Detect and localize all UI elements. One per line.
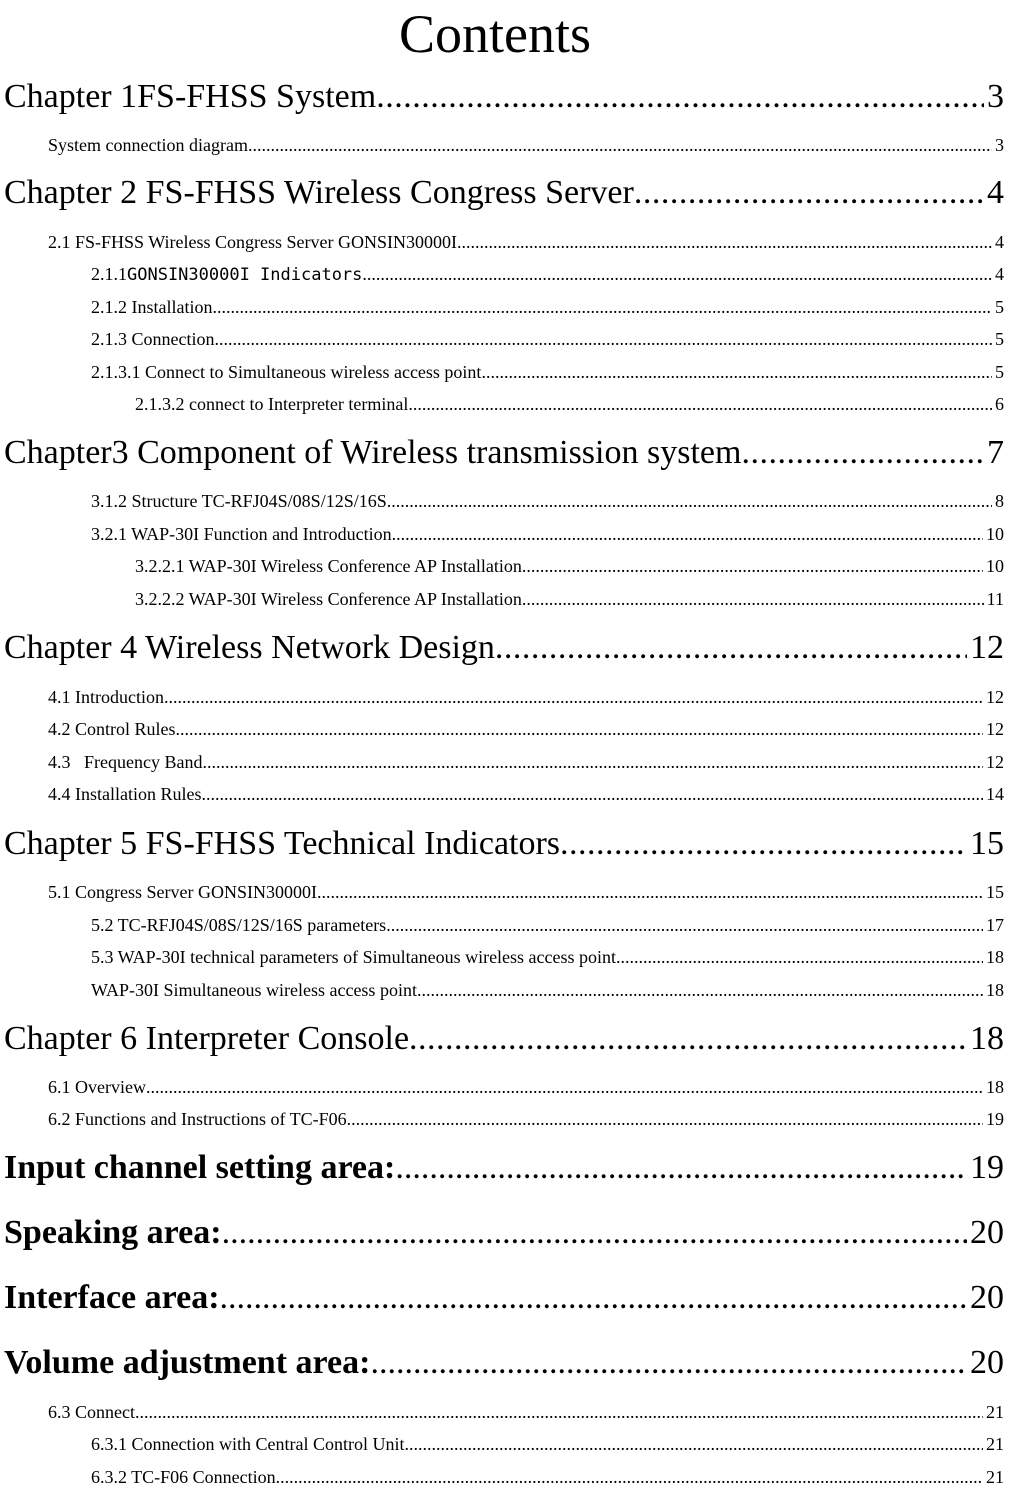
toc-page-number: 17 (986, 915, 1004, 935)
toc-entry[interactable] (91, 362, 1004, 383)
toc-heading-volume-adjustment[interactable] (4, 1344, 1004, 1382)
toc-leader-dots (481, 362, 992, 383)
toc-page-number: 14 (986, 784, 1004, 804)
toc-entry[interactable] (48, 232, 1004, 253)
toc-page-number: 19 (970, 1149, 1004, 1186)
toc-chapter-6[interactable] (4, 1020, 1004, 1058)
toc-entry-text: 6.3 Connect (48, 1402, 135, 1422)
toc-leader-dots (220, 1279, 967, 1317)
toc-entry-text (91, 264, 362, 285)
toc-entry-text: 4.2 Control Rules (48, 719, 176, 739)
toc-entry-text: 5.2 TC-RFJ04S/08S/12S/16S parameters (91, 915, 387, 935)
toc-leader-dots (202, 752, 983, 773)
toc-chapter-5[interactable] (4, 825, 1004, 863)
toc-page-number: 18 (986, 947, 1004, 967)
toc-leader-dots (409, 1020, 967, 1058)
toc-leader-dots (276, 1467, 983, 1488)
toc-page-number: 10 (986, 524, 1004, 544)
toc-leader-dots (317, 882, 983, 903)
toc-entry-text: Chapter 4 Wireless Network Design (4, 629, 495, 666)
toc-page-number: 20 (970, 1214, 1004, 1251)
toc-page-number: 15 (986, 882, 1004, 902)
toc-page-number: 12 (986, 719, 1004, 739)
toc-entry-text: Chapter 6 Interpreter Console (4, 1020, 410, 1057)
toc-page-number: 21 (986, 1434, 1004, 1454)
toc-entry-text: 2.1.3.2 connect to Interpreter terminal (135, 394, 409, 414)
toc-entry-text: 2.1.3 Connection (91, 329, 215, 349)
toc-entry-text: 6.3.2 TC-F06 Connection (91, 1467, 276, 1487)
toc-entry-text: System connection diagram (48, 135, 248, 155)
toc-heading-input-channel[interactable] (4, 1149, 1004, 1187)
toc-entry-text: 3.2.1 WAP-30I Function and Introduction (91, 524, 392, 544)
toc-entry-text: 4.1 Introduction (48, 687, 164, 707)
toc-entry-text: 4.4 Installation Rules (48, 784, 202, 804)
toc-leader-dots (176, 719, 983, 740)
toc-entry-text: Interface area: (4, 1279, 220, 1316)
toc-page-number: 12 (986, 752, 1004, 772)
toc-page-number: 4 (995, 232, 1004, 252)
toc-leader-dots (347, 1109, 983, 1130)
toc-leader-dots (634, 174, 984, 212)
toc-leader-dots (248, 135, 992, 156)
toc-page-number: 6 (995, 394, 1004, 414)
toc-page-number: 18 (970, 1020, 1004, 1057)
toc-entry[interactable] (91, 329, 1004, 350)
toc-chapter-2[interactable] (4, 174, 1004, 212)
toc-leader-dots (164, 687, 983, 708)
toc-page-number: 3 (987, 78, 1004, 115)
toc-heading-speaking-area[interactable] (4, 1214, 1004, 1252)
toc-entry[interactable] (48, 784, 1004, 805)
toc-entry-text: Volume adjustment area: (4, 1344, 371, 1381)
toc-leader-dots (522, 556, 983, 577)
toc-entry-text: Chapter 5 FS-FHSS Technical Indicators (4, 825, 561, 862)
toc-page-number: 15 (970, 825, 1004, 862)
toc-leader-dots (457, 232, 992, 253)
toc-leader-dots (362, 264, 992, 285)
toc-entry-text: 3.2.2.2 WAP-30I Wireless Conference AP Installation (135, 589, 522, 609)
toc-entry-text: 6.2 Functions and Instructions of TC-F06 (48, 1109, 347, 1129)
toc-entry[interactable] (135, 394, 1004, 415)
toc-entry[interactable] (135, 589, 1004, 610)
toc-entry[interactable] (91, 1434, 1004, 1455)
toc-entry[interactable] (135, 556, 1004, 577)
toc-entry-prefix: 2.1.1 (91, 264, 127, 284)
toc-leader-dots (215, 329, 993, 350)
toc-leader-dots (408, 394, 992, 415)
toc-leader-dots (201, 784, 983, 805)
toc-entry[interactable] (48, 1077, 1004, 1098)
toc-entry-text: Chapter 2 FS-FHSS Wireless Congress Server (4, 174, 634, 211)
toc-entry[interactable] (91, 947, 1004, 968)
toc-page-number: 3 (995, 135, 1004, 155)
toc-entry[interactable] (91, 915, 1004, 936)
toc-leader-dots (387, 491, 992, 512)
toc-leader-dots (560, 825, 967, 863)
toc-leader-dots (616, 947, 983, 968)
toc-entry-text: Chapter3 Component of Wireless transmission system (4, 434, 742, 471)
toc-leader-dots (212, 297, 992, 318)
toc-entry[interactable] (48, 882, 1004, 903)
toc-chapter-1[interactable] (4, 78, 1004, 116)
toc-entry[interactable] (91, 1467, 1004, 1488)
toc-entry-text: 3.1.2 Structure TC-RFJ04S/08S/12S/16S (91, 491, 387, 511)
toc-entry[interactable] (91, 264, 1004, 285)
toc-page-number: 10 (986, 556, 1004, 576)
toc-leader-dots (741, 434, 984, 472)
toc-chapter-4[interactable] (4, 629, 1004, 667)
toc-page-number: 12 (986, 687, 1004, 707)
toc-page-number: 20 (970, 1279, 1004, 1316)
toc-entry[interactable] (91, 491, 1004, 512)
toc-leader-dots (370, 1344, 967, 1382)
toc-leader-dots (404, 1434, 983, 1455)
toc-heading-interface-area[interactable] (4, 1279, 1004, 1317)
toc-entry-text: Input channel setting area: (4, 1149, 396, 1186)
toc-chapter-3[interactable] (4, 434, 1004, 472)
toc-leader-dots (146, 1077, 983, 1098)
toc-entry[interactable] (91, 524, 1004, 545)
toc-leader-dots (522, 589, 984, 610)
toc-entry[interactable] (91, 297, 1004, 318)
toc-entry-text: 2.1.2 Installation (91, 297, 213, 317)
toc-entry-mono-text: GONSIN30000I Indicators (127, 265, 363, 285)
toc-page-number: 20 (970, 1344, 1004, 1381)
toc-page-number: 19 (986, 1109, 1004, 1129)
toc-entry-text: 2.1 FS-FHSS Wireless Congress Server GONSIN30000I (48, 232, 457, 252)
toc-leader-dots (392, 524, 983, 545)
toc-entry-text: WAP-30I Simultaneous wireless access point (91, 980, 417, 1000)
toc-page-number: 5 (995, 362, 1004, 382)
page-title: Contents (398, 4, 591, 64)
toc-leader-dots (376, 78, 984, 116)
toc-entry[interactable] (48, 719, 1004, 740)
toc-page-number: 11 (986, 589, 1004, 609)
toc-entry[interactable] (48, 752, 1004, 773)
toc-entry[interactable] (48, 687, 1004, 708)
toc-entry-text: Speaking area: (4, 1214, 222, 1251)
toc-page-number: 18 (986, 980, 1004, 1000)
toc-page-number: 4 (987, 174, 1004, 211)
toc-entry-text: 6.3.1 Connection with Central Control Unit (91, 1434, 405, 1454)
toc-entry-text: 4.3 Frequency Band (48, 752, 203, 772)
toc-page-number: 18 (986, 1077, 1004, 1097)
toc-leader-dots (135, 1402, 983, 1423)
toc-page-number: 21 (986, 1467, 1004, 1487)
toc-leader-dots (395, 1149, 967, 1187)
toc-entry-text: 6.1 Overview (48, 1077, 146, 1097)
toc-entry-text: 3.2.2.1 WAP-30I Wireless Conference AP Installation (135, 556, 522, 576)
toc-page-number: 5 (995, 297, 1004, 317)
toc-page-number: 5 (995, 329, 1004, 349)
toc-entry-text: 5.1 Congress Server GONSIN30000I (48, 882, 317, 902)
toc-entry[interactable] (48, 135, 1004, 156)
toc-leader-dots (386, 915, 983, 936)
toc-entry-text: 5.3 WAP-30I technical parameters of Simultaneous wireless access point (91, 947, 617, 967)
toc-page-number: 7 (987, 434, 1004, 471)
toc-page-number: 4 (995, 264, 1004, 284)
toc-page-number: 12 (970, 629, 1004, 666)
toc-entry[interactable] (48, 1402, 1004, 1423)
toc-page-number: 8 (995, 491, 1004, 511)
toc-entry-text: Chapter 1FS-FHSS System (4, 78, 377, 115)
toc-leader-dots (222, 1214, 967, 1252)
toc-entry[interactable] (48, 1109, 1004, 1130)
toc-entry[interactable] (91, 980, 1004, 1001)
toc-leader-dots (417, 980, 983, 1001)
toc-leader-dots (495, 629, 967, 667)
toc-page-number: 21 (986, 1402, 1004, 1422)
toc-entry-text: 2.1.3.1 Connect to Simultaneous wireless access point (91, 362, 482, 382)
